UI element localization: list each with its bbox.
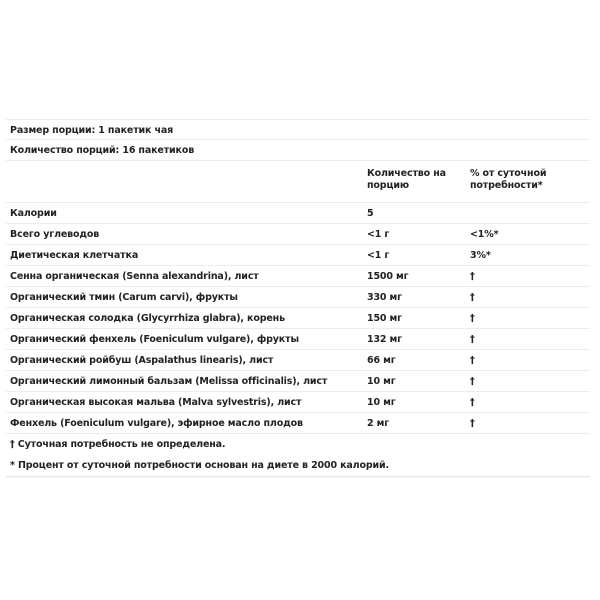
ingredient-daily-value: 3%* — [470, 250, 491, 261]
ingredient-daily-value: † — [470, 418, 475, 429]
table-row — [6, 224, 590, 245]
table-row — [6, 392, 590, 413]
table-row — [6, 245, 590, 266]
ingredient-amount: <1 г — [367, 229, 390, 240]
ingredient-name: Органический лимонный бальзам (Melissa officinalis), лист — [10, 376, 328, 387]
ingredient-amount: 150 мг — [367, 313, 402, 324]
ingredient-amount: 132 мг — [367, 334, 402, 345]
ingredient-daily-value: † — [470, 292, 475, 303]
table-row — [6, 371, 590, 392]
table-row — [6, 287, 590, 308]
header-amount-per-serving: Количество на порцию — [367, 168, 446, 191]
ingredient-amount: 5 — [367, 208, 374, 219]
ingredient-daily-value: <1%* — [470, 229, 499, 240]
ingredient-daily-value: † — [470, 334, 475, 345]
servings-per-container-row — [6, 140, 590, 161]
ingredient-name: Органическая солодка (Glycyrrhiza glabra), корень — [10, 313, 285, 324]
ingredient-daily-value: † — [470, 313, 475, 324]
supplement-facts-panel — [6, 119, 590, 477]
ingredient-name: Органический тмин (Carum carvi), фрукты — [10, 292, 238, 303]
ingredient-daily-value: † — [470, 397, 475, 408]
table-row — [6, 308, 590, 329]
header-daily-value: % от суточной потребности* — [470, 168, 547, 191]
ingredient-amount: 330 мг — [367, 292, 402, 303]
table-row — [6, 203, 590, 224]
footnote-asterisk — [6, 455, 590, 477]
serving-size-row — [6, 119, 590, 140]
ingredient-name: Органический фенхель (Foeniculum vulgare), фрукты — [10, 334, 299, 345]
ingredient-daily-value: † — [470, 376, 475, 387]
table-header-row — [6, 161, 590, 203]
footnote-asterisk-text: * Процент от суточной потребности основан на диете в 2000 калорий. — [10, 460, 389, 471]
ingredient-amount: 1500 мг — [367, 271, 409, 282]
serving-size-label: Размер порции: 1 пакетик чая — [10, 125, 174, 136]
ingredient-amount: 10 мг — [367, 376, 396, 387]
ingredient-amount: 2 мг — [367, 418, 390, 429]
ingredient-amount: <1 г — [367, 250, 390, 261]
ingredient-daily-value: † — [470, 355, 475, 366]
table-row — [6, 266, 590, 287]
footnote-dagger-text: † Суточная потребность не определена. — [10, 439, 226, 450]
table-row — [6, 350, 590, 371]
table-row — [6, 329, 590, 350]
ingredient-daily-value: † — [470, 271, 475, 282]
ingredient-name: Всего углеводов — [10, 229, 100, 240]
ingredient-amount: 10 мг — [367, 397, 396, 408]
servings-per-container-label: Количество порций: 16 пакетиков — [10, 145, 195, 156]
ingredient-name: Сенна органическая (Senna alexandrina), лист — [10, 271, 259, 282]
ingredient-name: Фенхель (Foeniculum vulgare), эфирное масло плодов — [10, 418, 303, 429]
ingredient-amount: 66 мг — [367, 355, 396, 366]
ingredient-name: Диетическая клетчатка — [10, 250, 139, 261]
footnote-dagger — [6, 434, 590, 455]
ingredient-name: Калории — [10, 208, 57, 219]
ingredient-name: Органическая высокая мальва (Malva sylvestris), лист — [10, 397, 302, 408]
table-row — [6, 413, 590, 434]
ingredient-name: Органический ройбуш (Aspalathus linearis), лист — [10, 355, 274, 366]
